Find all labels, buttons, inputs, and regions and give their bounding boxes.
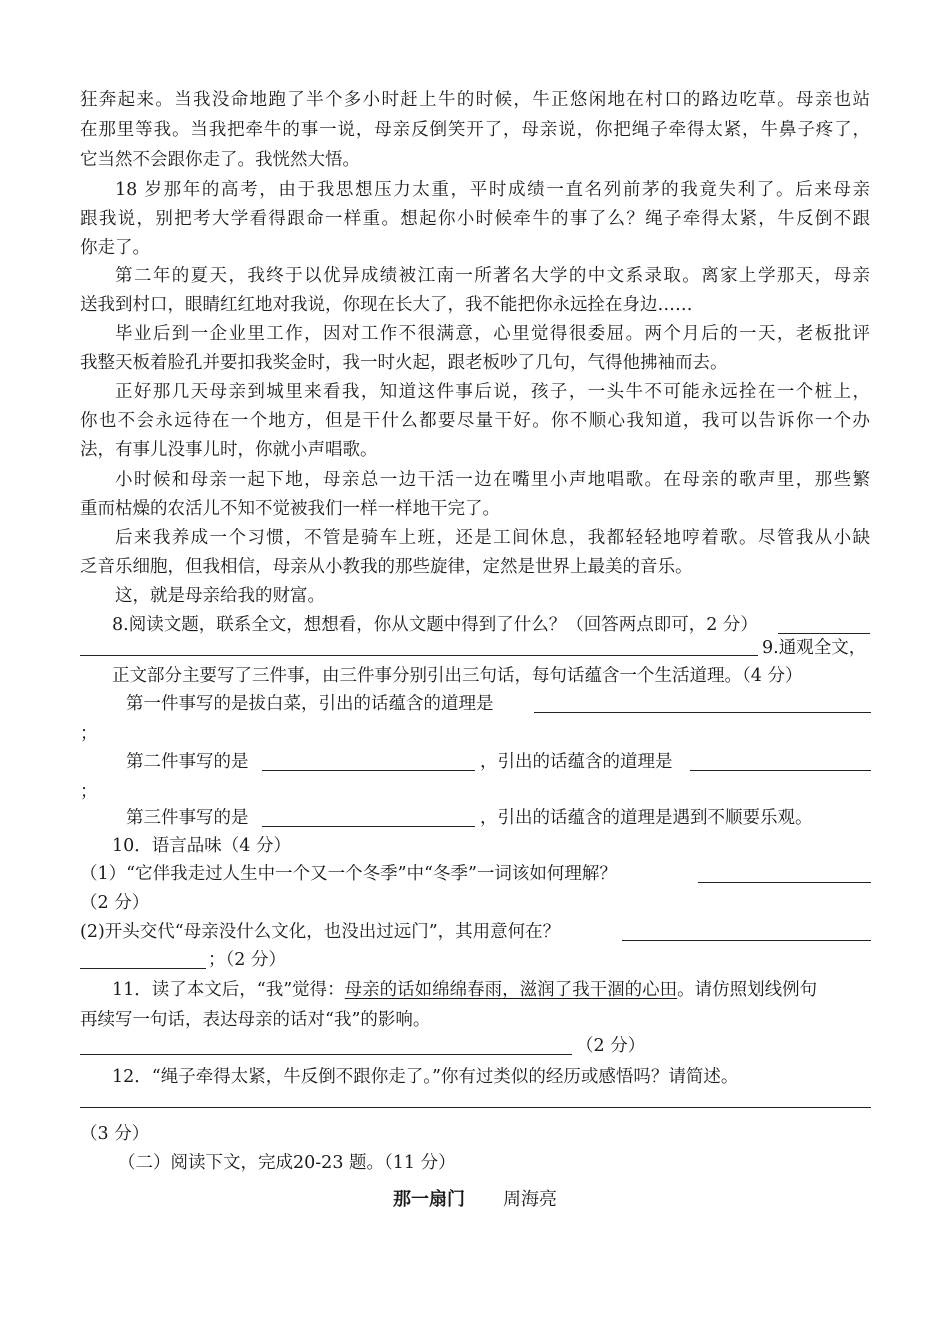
question-9-item-2-tail: ，引出的话蕴含的道理是 — [480, 752, 673, 772]
passage-line: 在那里等我。当我把牵牛的事一说，母亲反倒笑开了，母亲说，你把绳子牵得太紧，牛鼻子疼了， — [80, 120, 870, 140]
passage-line: 跟我说，别把考大学看得跟命一样重。想起你小时候牵牛的事了么？绳子牵得太紧，牛反倒不跟 — [80, 209, 870, 229]
article-author: 周海亮 — [503, 1189, 557, 1210]
passage-line: 它当然不会跟你走了。我恍然大悟。 — [80, 150, 360, 170]
question-9-item-1: 第一件事写的是拔白菜，引出的话蕴含的道理是 — [126, 694, 494, 714]
passage-line: 送我到村口，眼睛红红地对我说，你现在长大了，我不能把你永远拴在身边…… — [80, 295, 693, 315]
answer-line[interactable] — [262, 826, 475, 827]
answer-line[interactable] — [80, 1107, 871, 1108]
passage-line: 你也不会永远待在一个地方，但是干什么都要尽量干好。你不顺心我知道，我可以告诉你一个办 — [80, 411, 870, 431]
question-9-item-3-tail: ，引出的话蕴含的道理是遇到不顺要乐观。 — [480, 808, 813, 828]
passage-line: 重而枯燥的农活儿不知不觉被我们一样一样地干完了。 — [80, 499, 500, 519]
score: ；（2 分） — [208, 950, 286, 970]
underlined-example: 母亲的话如绵绵春雨，滋润了我干涸的心田 — [344, 980, 678, 1000]
answer-line[interactable] — [262, 770, 475, 771]
answer-line[interactable] — [622, 940, 871, 941]
passage-line: 第二年的夏天，我终于以优异成绩被江南一所著名大学的中文系录取。离家上学那天，母亲 — [115, 266, 870, 286]
question-10: 10．语言品味（4 分） — [112, 836, 291, 856]
passage-line: 你走了。 — [80, 238, 150, 258]
passage-line: 正好那几天母亲到城里来看我，知道这件事后说，孩子，一头牛不可能永远拴在一个桩上， — [115, 382, 870, 402]
next-article-title — [0, 1185, 950, 1211]
passage-line: 狂奔起来。当我没命地跑了半个多小时赶上牛的时候，牛正悠闲地在村口的路边吃草。母亲也站 — [80, 90, 870, 110]
passage-line: 小时候和母亲一起下地，母亲总一边干活一边在嘴里小声地唱歌。在母亲的歌声里，那些繁 — [115, 470, 870, 490]
question-9-item-2: 第二件事写的是 — [126, 752, 249, 772]
passage-line: 法，有事儿没事儿时，你就小声唱歌。 — [80, 440, 378, 460]
passage-line: 乏音乐细胞，但我相信，母亲从小教我的那些旋律，定然是世界上最美的音乐。 — [80, 557, 693, 577]
question-9-item-3: 第三件事写的是 — [126, 808, 249, 828]
question-11: 11．读了本文后，“我”觉得：母亲的话如绵绵春雨，滋润了我干涸的心田。请仿照划线例句 — [112, 980, 818, 1000]
answer-line[interactable] — [690, 770, 871, 771]
section-2-heading: （二）阅读下文，完成20-23 题。（11 分） — [118, 1153, 456, 1173]
answer-line[interactable] — [778, 633, 870, 634]
answer-line[interactable] — [698, 882, 871, 883]
passage-line: 我整天板着脸孔并要扣我奖金时，我一时火起，跟老板吵了几句，气得他拂袖而去。 — [80, 353, 728, 373]
question-10-2: (2)开头交代“母亲没什么文化，也没出过远门”，其用意何在？ — [80, 922, 561, 942]
question-9-text: 正文部分主要写了三件事，由三件事分别引出三句话，每句话蕴含一个生活道理。（4 分） — [112, 666, 803, 686]
passage-line: 这，就是母亲给我的财富。 — [115, 586, 325, 606]
score: （2 分） — [576, 1036, 646, 1056]
question-12: 12．“绳子牵得太紧，牛反倒不跟你走了。”你有过类似的经历或感悟吗？请简述。 — [112, 1067, 739, 1087]
answer-line[interactable] — [80, 655, 758, 656]
passage-line: 18 岁那年的高考，由于我思想压力太重，平时成绩一直名列前茅的我竟失利了。后来母亲 — [115, 180, 870, 200]
question-9-label: 9.通观全文， — [762, 638, 867, 658]
score: （3 分） — [80, 1124, 150, 1144]
question-10-1: （1）“它伴我走过人生中一个又一个冬季”中“冬季”一词该如何理解？ — [80, 864, 617, 884]
question-8: 8.阅读文题，联系全文，想想看，你从文题中得到了什么？（回答两点即可，2 分） — [112, 615, 758, 635]
passage-line: 毕业后到一企业里工作，因对工作不很满意，心里觉得很委屈。两个月后的一天，老板批评 — [115, 324, 870, 344]
answer-line[interactable] — [534, 712, 871, 713]
question-11-cont: 再续写一句话，表达母亲的话对“我”的影响。 — [80, 1010, 431, 1030]
semicolon: ； — [80, 724, 98, 744]
answer-line[interactable] — [80, 1054, 572, 1055]
passage-line: 后来我养成一个习惯，不管是骑车上班，还是工间休息，我都轻轻地哼着歌。尽管我从小缺 — [115, 528, 870, 548]
article-title: 那一扇门 — [393, 1189, 465, 1210]
answer-line[interactable] — [80, 968, 206, 969]
semicolon: ； — [80, 782, 98, 802]
score: （2 分） — [80, 893, 150, 913]
